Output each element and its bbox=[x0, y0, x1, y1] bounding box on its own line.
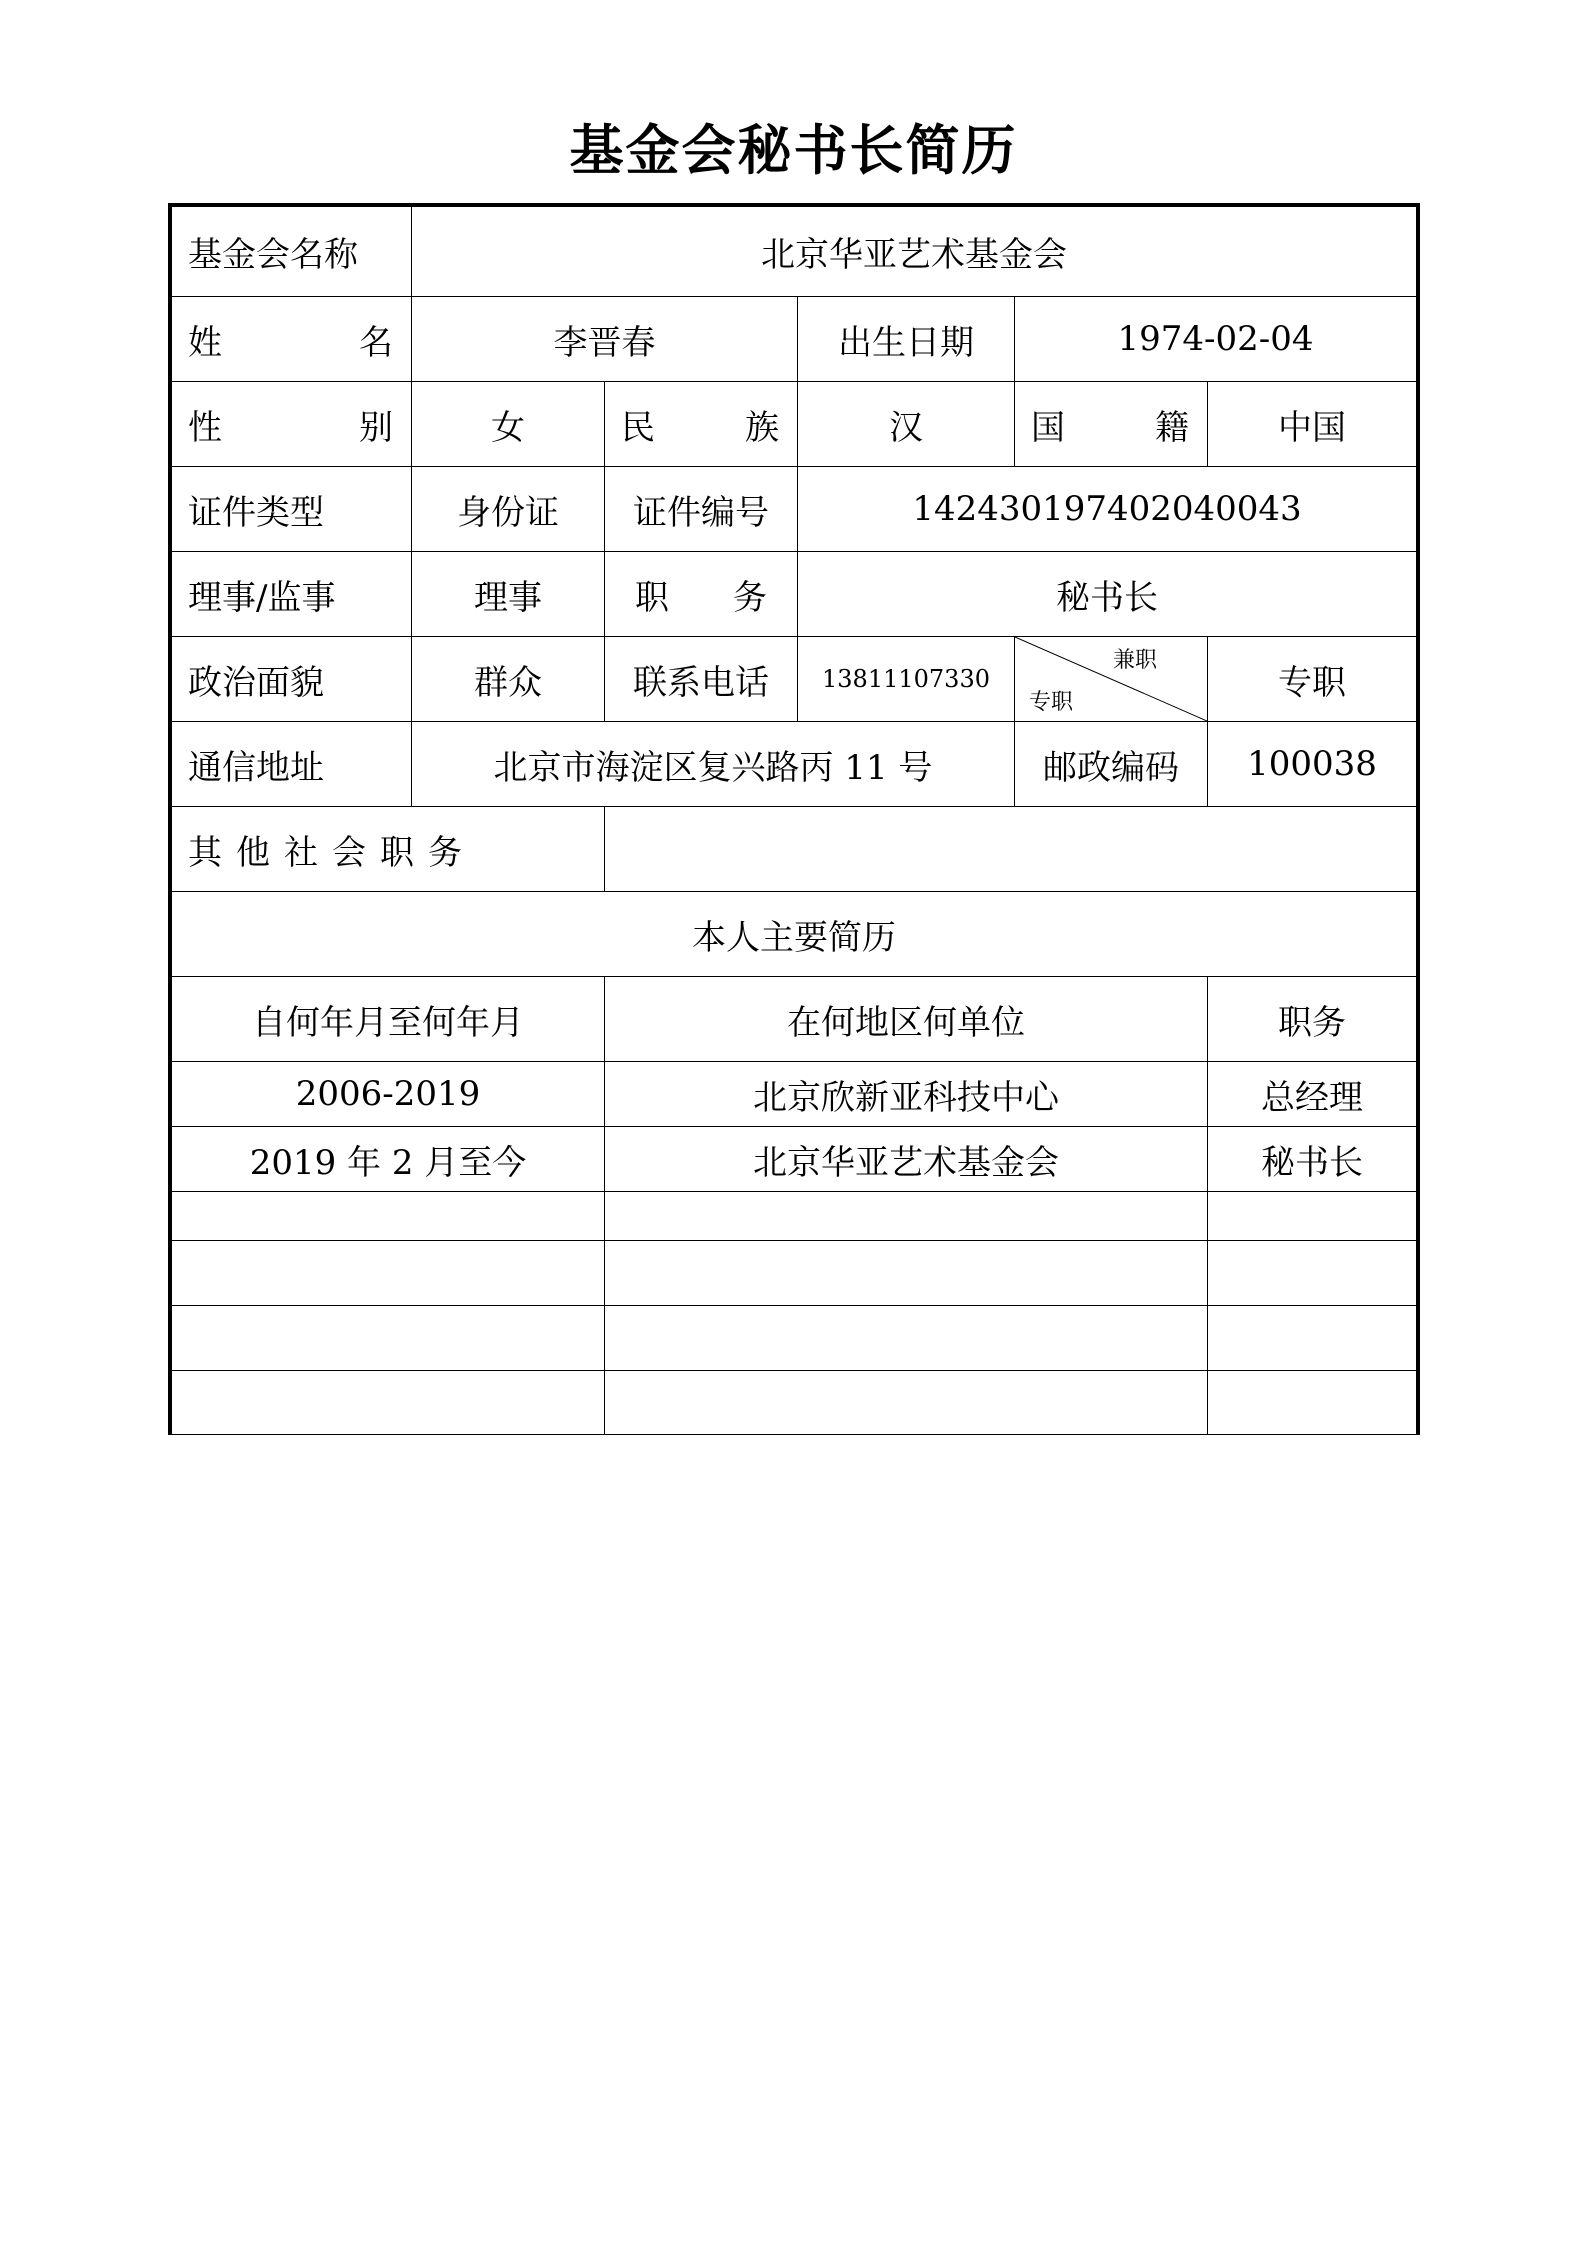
ethnicity-label-char-2: 族 bbox=[745, 407, 779, 448]
job-type-diagonal-cell bbox=[1015, 637, 1207, 721]
resume-form bbox=[168, 203, 1420, 1435]
resume-row-1-period: 2006-2019 bbox=[295, 1074, 481, 1114]
gender-value: 女 bbox=[491, 407, 525, 448]
name-label-char-2: 名 bbox=[359, 322, 393, 363]
position-label-char-2: 务 bbox=[733, 577, 767, 618]
nationality-label-char-1: 国 bbox=[1031, 407, 1065, 448]
resume-header-organization: 在何地区何单位 bbox=[787, 1002, 1025, 1043]
postcode-value: 100038 bbox=[1247, 744, 1377, 784]
birth-label: 出生日期 bbox=[838, 322, 974, 363]
birth-value: 1974-02-04 bbox=[1117, 319, 1314, 359]
nationality-label bbox=[1015, 382, 1207, 466]
id-number-label: 证件编号 bbox=[633, 492, 769, 533]
foundation-name-label: 基金会名称 bbox=[188, 235, 358, 275]
page-title: 基金会秘书长简历 bbox=[569, 119, 1018, 182]
phone-label: 联系电话 bbox=[633, 662, 769, 703]
gender-label-char-1: 性 bbox=[188, 407, 222, 448]
name-value: 李晋春 bbox=[553, 322, 656, 363]
address-label: 通信地址 bbox=[188, 747, 324, 788]
id-type-value: 身份证 bbox=[457, 492, 559, 533]
other-roles-value bbox=[605, 807, 1416, 891]
ethnicity-label-char-1: 民 bbox=[621, 407, 655, 448]
fulltime-label: 专职 bbox=[1029, 690, 1074, 715]
position-label bbox=[605, 552, 797, 636]
position-label-char-1: 职 bbox=[635, 577, 669, 618]
id-number-value: 142430197402040043 bbox=[912, 489, 1302, 529]
parttime-label: 兼职 bbox=[1113, 648, 1158, 673]
politics-value: 群众 bbox=[474, 662, 542, 703]
id-type-label: 证件类型 bbox=[188, 492, 324, 533]
politics-label: 政治面貌 bbox=[188, 662, 324, 703]
other-roles-label: 其他社会职务 bbox=[188, 832, 476, 873]
resume-section-title: 本人主要简历 bbox=[692, 917, 896, 958]
resume-row-1-position: 总经理 bbox=[1261, 1077, 1363, 1118]
director-label: 理事/监事 bbox=[188, 577, 336, 618]
name-label bbox=[172, 297, 411, 381]
position-value: 秘书长 bbox=[1056, 577, 1158, 618]
resume-row-2-position: 秘书长 bbox=[1261, 1142, 1363, 1183]
resume-row-2-period: 2019 年 2 月至今 bbox=[249, 1142, 527, 1183]
resume-header-period: 自何年月至何年月 bbox=[252, 1002, 524, 1043]
director-value: 理事 bbox=[474, 577, 542, 618]
ethnicity-value: 汉 bbox=[889, 407, 923, 448]
job-type-value: 专职 bbox=[1278, 662, 1346, 703]
gender-label-char-2: 别 bbox=[359, 407, 393, 448]
nationality-value: 中国 bbox=[1278, 407, 1346, 448]
resume-header-position: 职务 bbox=[1278, 1002, 1346, 1043]
name-label-char-1: 姓 bbox=[188, 322, 222, 363]
address-value: 北京市海淀区复兴路丙 11 号 bbox=[493, 747, 933, 788]
ethnicity-label bbox=[605, 382, 797, 466]
foundation-name-value: 北京华亚艺术基金会 bbox=[761, 235, 1067, 275]
resume-row-2-organization: 北京华亚艺术基金会 bbox=[753, 1142, 1059, 1183]
postcode-label: 邮政编码 bbox=[1043, 747, 1179, 788]
resume-row-1-organization: 北京欣新亚科技中心 bbox=[753, 1077, 1059, 1118]
nationality-label-char-2: 籍 bbox=[1155, 407, 1189, 448]
phone-value: 13811107330 bbox=[822, 665, 990, 693]
gender-label bbox=[172, 382, 411, 466]
